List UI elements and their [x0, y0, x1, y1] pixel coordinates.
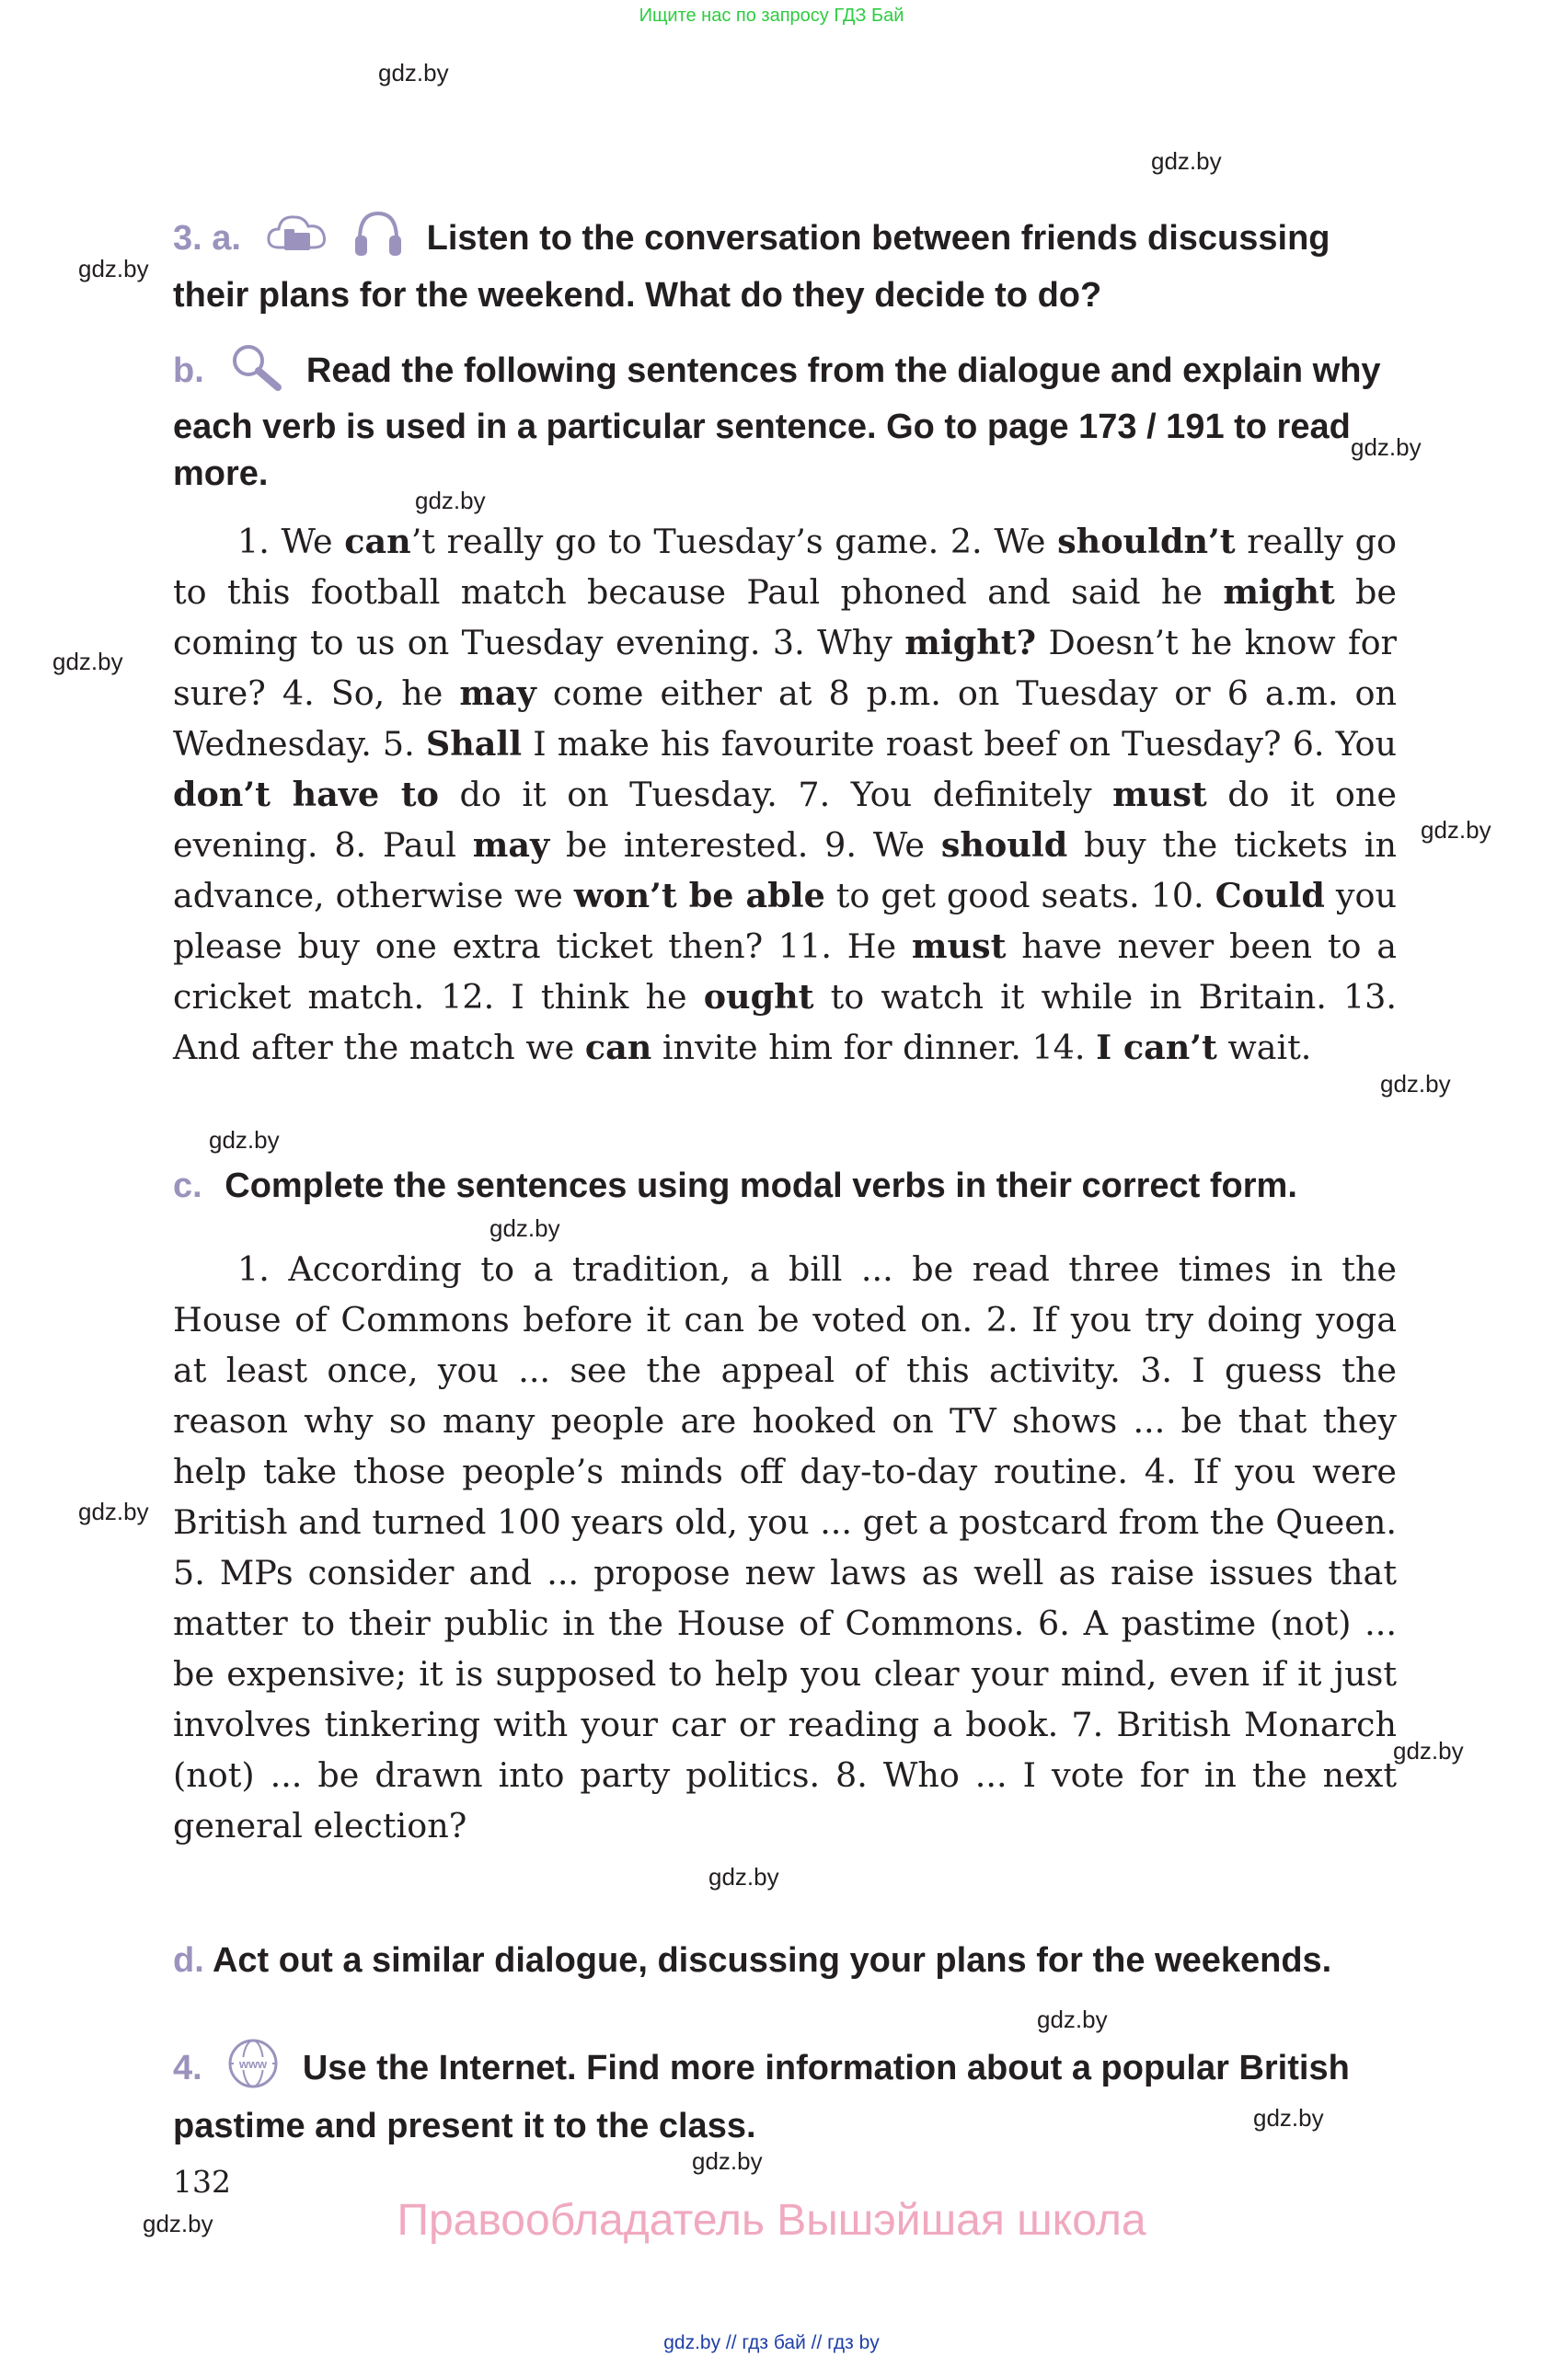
www-globe-icon — [226, 2037, 280, 2103]
modal-verb: must — [1112, 775, 1207, 814]
watermark: gdz.by — [1253, 2104, 1324, 2132]
watermark: gdz.by — [708, 1863, 779, 1891]
cloud-folder-icon — [266, 211, 330, 270]
watermark: gdz.by — [378, 59, 449, 86]
modal-verb: may — [472, 825, 550, 865]
task-number: 4. — [173, 2049, 202, 2088]
modal-verb: shouldn’t — [1057, 522, 1236, 561]
task-number: b. — [173, 351, 204, 391]
top-banner: Ищите нас по запросу ГДЗ Бай — [639, 6, 904, 26]
task-instruction: Complete the sentences using modal verbs in their correct form. — [225, 1167, 1297, 1205]
watermark: gdz.by — [692, 2147, 763, 2175]
sentences-text: 1. We can’t really go to Tuesday’s game. 2. We shouldn’t really go to this football match because Paul phoned and said he might be coming to us on Tuesday evening. 3. Why might? Doesn’t he know for sure? 4. So, he may come either at 8 p.m. on Tuesday or 6 a.m. on Wednesday. 5. Shall I make his favourite roast beef on Tuesday? 6. You don’t have to do it on Tuesday. 7. You definitely must do it one evening. 8. Paul may be interested. 9. We should buy the tickets in advance, otherwise we won’t be able to get good seats. 10. Could you please buy one extra ticket then? 11. He must have never been to a cricket match. 12. I think he ought to watch it while in Britain. 13. And after the match we can invite him for dinner. 14. I can’t wait. — [173, 522, 1398, 1067]
modal-verb: Shall — [425, 724, 523, 764]
exercise-text: 1. According to a tradition, a bill ... be read three times in the House of Commons before it can be voted on. 2. If you try doing yoga at least once, you ... see the appeal of this activity. 3. I guess the reason why so many people are hooked on TV shows ... be that they help take those people’s minds off day-to-day routine. 4. If you were British and turned 100 years old, you ... get a postcard from the Queen. 5. MPs consider and ... propose new laws as well as raise issues that matter to their public in the House of Commons. 6. A pastime (not) ... be expensive; it is supposed to help you clear your mind, even if it just involves tinkering with your car or reading a book. 7. British Monarch (not) ... be drawn into party politics. 8. Who ... I vote for in the next general election? — [173, 1249, 1397, 1845]
modal-verb: must — [911, 926, 1007, 966]
watermark: gdz.by — [1151, 147, 1222, 175]
headphones-icon — [352, 208, 404, 272]
modal-verb: don’t have to — [173, 775, 440, 814]
task-instruction: Use the Internet. Find more information about a popular British pastime and present it to the class. — [173, 2049, 1350, 2145]
watermark: gdz.by — [1380, 1070, 1451, 1098]
task-number: 3. a. — [173, 219, 241, 259]
watermark: gdz.by — [1393, 1737, 1464, 1765]
page-number: 132 — [173, 2164, 231, 2200]
watermark: gdz.by — [415, 487, 486, 514]
watermark: gdz.by — [1421, 816, 1491, 844]
watermark: gdz.by — [1351, 433, 1422, 461]
watermark: gdz.by — [78, 1498, 149, 1525]
magnifier-icon — [228, 341, 283, 404]
modal-verb: Could — [1215, 876, 1325, 915]
modal-verb: might — [1223, 572, 1335, 612]
task-instruction: Read the following sentences from the dialogue and explain why each verb is used in a particular sentence. Go to page 173 / 191 to read more. — [173, 351, 1381, 493]
modal-verb: ought — [703, 977, 814, 1017]
footer-links: gdz.by // гдз бай // гдз by — [663, 2332, 880, 2353]
modal-verb: might? — [904, 623, 1037, 662]
modal-verb: can — [584, 1028, 652, 1067]
modal-verb: won’t be able — [573, 876, 825, 915]
task-3d — [173, 1937, 1397, 1984]
watermark: gdz.by — [78, 255, 149, 282]
exercise-paragraph — [173, 1244, 1397, 1851]
watermark: gdz.by — [209, 1126, 280, 1154]
task-number: c. — [173, 1167, 202, 1205]
watermark: gdz.by — [1037, 2006, 1108, 2033]
modal-verb: can — [344, 522, 411, 561]
sentences-paragraph — [173, 516, 1397, 1073]
task-number: d. — [173, 1941, 204, 1980]
copyright-notice: Правообладатель Вышэйшая школа — [397, 2196, 1146, 2245]
watermark: gdz.by — [52, 648, 123, 675]
task-4 — [173, 2037, 1397, 2150]
task-instruction: Act out a similar dialogue, discussing your plans for the weekends. — [212, 1941, 1332, 1980]
task-3b — [173, 341, 1397, 498]
task-3c — [173, 1163, 1397, 1210]
modal-verb: I can’t — [1096, 1028, 1217, 1067]
watermark: gdz.by — [143, 2210, 213, 2237]
modal-verb: should — [940, 825, 1068, 865]
task-3a — [173, 208, 1397, 319]
watermark: gdz.by — [489, 1214, 560, 1242]
task-instruction: Listen to the conversation between friends discussing their plans for the weekend. What do they decide to do? — [173, 219, 1330, 315]
modal-verb: may — [459, 673, 536, 713]
svg-text:www: www — [239, 2057, 268, 2071]
